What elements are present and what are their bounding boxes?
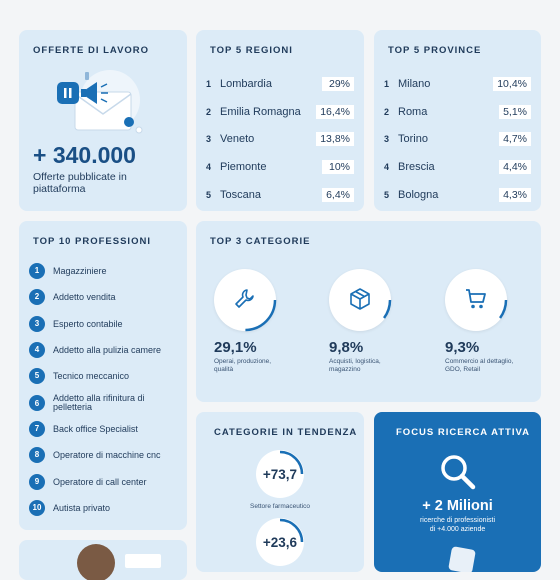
profile-card: [19, 540, 187, 580]
focus-value: + 2 Milioni: [422, 498, 493, 514]
rank-badge: 8: [29, 447, 45, 463]
category-item: [214, 269, 314, 374]
province-name: Roma: [398, 106, 428, 118]
rank-number: 4: [206, 162, 212, 172]
rank-number: 5: [206, 190, 212, 200]
rank-badge: 7: [29, 421, 45, 437]
province-name: Bologna: [398, 189, 439, 201]
profession-name: Addetto vendita: [53, 291, 116, 302]
top-regioni-title: TOP 5 REGIONI: [210, 45, 293, 56]
profession-item: [29, 420, 138, 437]
province-name: Torino: [398, 133, 428, 145]
profession-name: Back office Specialist: [53, 423, 138, 434]
province-value: 4,4%: [499, 160, 531, 174]
profession-name: Tecnico meccanico: [53, 370, 130, 381]
region-row: [206, 188, 354, 202]
trend-ring: [256, 450, 304, 498]
region-name: Veneto: [220, 133, 255, 145]
category-desc: Operai, produzione, qualità: [214, 358, 272, 373]
category-item: [329, 269, 429, 374]
top-regioni-card: [196, 30, 364, 211]
focus-card: [374, 412, 541, 572]
search-icon: [438, 452, 478, 492]
region-row: [206, 77, 354, 91]
region-name: Toscana: [220, 189, 261, 201]
trend-ring: [256, 518, 304, 566]
trend-item: [250, 450, 310, 510]
rank-badge: 2: [29, 289, 45, 305]
region-value: 29%: [322, 77, 354, 91]
rank-number: 1: [206, 79, 212, 89]
region-name: Piemonte: [220, 161, 267, 173]
province-name: Milano: [398, 78, 431, 90]
rank-badge: 10: [29, 500, 45, 516]
rank-badge: 1: [29, 263, 45, 279]
top-province-card: [374, 30, 541, 211]
category-desc: Acquisti, logistica, magazzino: [329, 358, 381, 373]
top-professioni-title: TOP 10 PROFESSIONI: [33, 236, 151, 247]
province-row: [384, 188, 531, 202]
category-desc: Commercio al dettaglio, GDO, Retail: [445, 358, 514, 373]
region-name: Emilia Romagna: [220, 106, 301, 118]
province-value: 5,1%: [499, 105, 531, 119]
province-name: Brescia: [398, 161, 435, 173]
province-row: [384, 105, 531, 119]
profession-name: Operatore di call center: [53, 476, 147, 487]
region-value: 16,4%: [316, 105, 354, 119]
offerte-title: OFFERTE DI LAVORO: [33, 45, 150, 56]
profession-item: [29, 288, 116, 305]
category-ring: [214, 269, 276, 331]
province-value: 10,4%: [493, 77, 531, 91]
rank-number: 3: [206, 134, 212, 144]
profession-item: [29, 367, 129, 384]
category-value: 9,8%: [329, 339, 364, 356]
profession-item: [29, 391, 153, 415]
rank-number: 5: [384, 190, 390, 200]
trend-value: +73,7: [262, 466, 298, 482]
top-province-title: TOP 5 PROVINCE: [388, 45, 482, 56]
province-row: [384, 160, 531, 174]
region-row: [206, 132, 354, 146]
rank-number: 2: [384, 107, 390, 117]
offerte-subtitle: Offerte pubblicate in piattaforma: [33, 171, 127, 195]
avatar: [77, 544, 115, 580]
rank-number: 3: [384, 134, 390, 144]
rank-badge: 9: [29, 474, 45, 490]
province-value: 4,7%: [499, 132, 531, 146]
trend-ring-arc: [256, 450, 304, 498]
category-value: 29,1%: [214, 339, 257, 356]
rank-badge: 3: [29, 316, 45, 332]
province-row: [384, 77, 531, 91]
region-name: Lombardia: [220, 78, 272, 90]
rank-badge: 5: [29, 368, 45, 384]
rank-number: 1: [384, 79, 390, 89]
region-row: [206, 105, 354, 119]
profession-name: Operatore di macchine cnc: [53, 449, 161, 460]
decorative-shape: [448, 546, 476, 572]
trend-label: Settore farmaceutico: [250, 503, 310, 510]
region-value: 6,4%: [322, 188, 354, 202]
focus-title: FOCUS RICERCA ATTIVA: [396, 427, 530, 438]
profession-name: Autista privato: [53, 502, 111, 513]
top-categorie-title: TOP 3 CATEGORIE: [210, 236, 311, 247]
rank-badge: 6: [29, 395, 45, 411]
rank-badge: 4: [29, 342, 45, 358]
offerte-value: + 340.000: [33, 142, 136, 168]
cart-icon: [464, 287, 488, 311]
profession-item: [29, 446, 161, 463]
focus-line1: ricerche di professionisti: [419, 517, 496, 524]
profession-name: Esperto contabile: [53, 318, 123, 329]
category-ring: [445, 269, 507, 331]
tendenza-card: [196, 412, 364, 572]
trend-item: [250, 518, 310, 566]
profession-name: Addetto alla pulizia camere: [53, 344, 162, 355]
category-value: 9,3%: [445, 339, 480, 356]
top-professioni-card: [19, 221, 187, 530]
rank-number: 4: [384, 162, 390, 172]
category-item: [445, 269, 541, 374]
trend-value: +23,6: [262, 534, 298, 550]
region-value: 10%: [322, 160, 354, 174]
profession-item: [29, 262, 107, 279]
profession-name: Magazziniere: [53, 265, 107, 276]
category-ring: [329, 269, 391, 331]
profession-item: [29, 341, 161, 358]
province-row: [384, 132, 531, 146]
region-row: [206, 160, 354, 174]
trend-ring-arc: [256, 518, 304, 566]
offerte-card: [19, 30, 187, 211]
top-categorie-card: [196, 221, 541, 402]
rank-number: 2: [206, 107, 212, 117]
megaphone-envelope-icon: [55, 68, 155, 138]
tendenza-title: CATEGORIE IN TENDENZA: [214, 427, 358, 438]
avatar-badge: [125, 554, 161, 568]
focus-line2: di +4.000 aziende: [429, 526, 486, 533]
wrench-icon: [233, 287, 257, 311]
region-value: 13,8%: [316, 132, 354, 146]
profession-item: [29, 315, 123, 332]
profession-name: Addetto alla rifinitura di pelletteria: [53, 393, 145, 412]
box-icon: [348, 287, 372, 311]
province-value: 4,3%: [499, 188, 531, 202]
profession-item: [29, 473, 147, 490]
profession-item: [29, 499, 110, 516]
